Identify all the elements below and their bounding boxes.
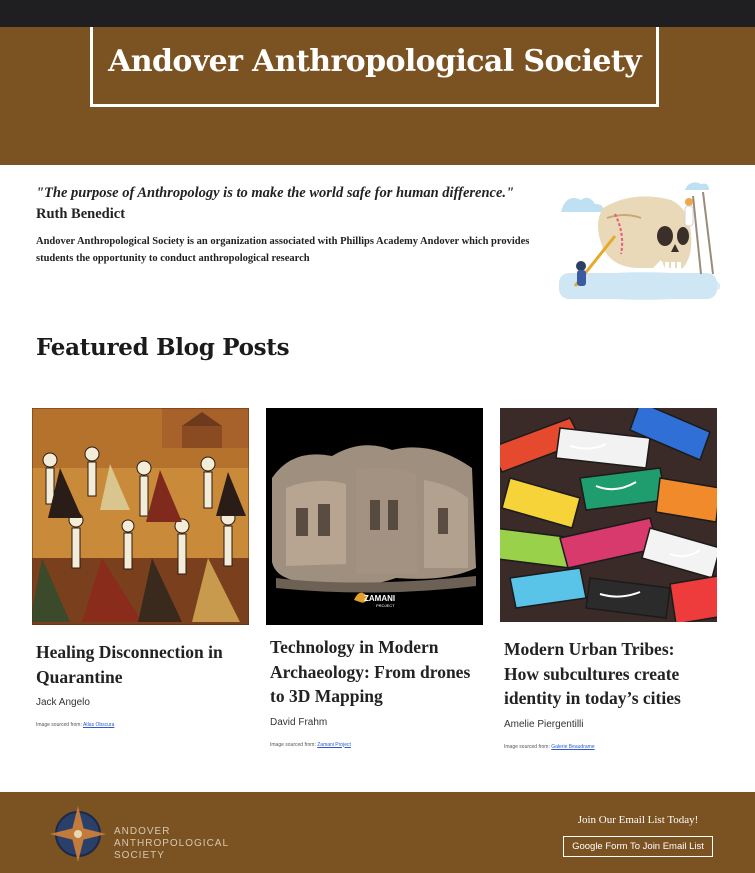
top-bar	[0, 0, 755, 27]
blog-card-3[interactable]	[500, 408, 717, 750]
zamani-overlay-sub: PROJECT	[376, 603, 395, 608]
logo-text	[114, 826, 229, 862]
sneaker-pile-photo[interactable]	[500, 408, 717, 622]
credit-link[interactable]: Atlas Obscura	[82, 722, 115, 728]
credit-link[interactable]: Zamani Project	[317, 741, 351, 748]
join-email-text: Join Our Email List Today!	[577, 814, 699, 826]
site-footer	[0, 792, 755, 873]
join-email-button[interactable]: Google Form To Join Email List	[563, 836, 713, 857]
intro-section	[36, 185, 531, 267]
danse-macabre-painting[interactable]	[32, 408, 249, 625]
post-title[interactable]: Healing Disconnection in Quarantine	[36, 642, 223, 687]
image-credit	[500, 744, 717, 750]
petra-3d-scan[interactable]	[266, 408, 483, 625]
blog-card-1[interactable]	[32, 408, 249, 728]
image-credit	[266, 742, 483, 748]
post-author: Jack Angelo	[36, 697, 90, 708]
credit-prefix: Image sourced from:	[36, 722, 83, 728]
logo-line-1: ANDOVER	[114, 826, 171, 837]
compass-rose-icon	[48, 804, 108, 864]
image-credit	[32, 722, 249, 728]
intro-description: Andover Anthropological Society is an organization associated with Phillips Academy Andover which provides students the opportunity to conduct anthropological research	[36, 236, 530, 264]
post-title[interactable]: Technology in Modern Archaeology: From drones to 3D Mapping	[270, 637, 471, 706]
blog-card-2[interactable]	[266, 408, 483, 748]
site-header	[0, 27, 755, 165]
post-title[interactable]: Modern Urban Tribes: How subcultures create identity in today’s cities	[504, 639, 681, 708]
zamani-overlay: ZAMANI	[364, 594, 396, 603]
quote-author: Ruth Benedict	[36, 206, 126, 222]
intro-quote: "The purpose of Anthropology is to make the world safe for human difference."	[36, 185, 515, 201]
footer-logo[interactable]	[48, 804, 238, 864]
credit-link[interactable]: Galerie Beaudrame	[551, 743, 595, 750]
post-author: David Frahm	[270, 716, 328, 728]
credit-prefix: Image sourced from:	[504, 743, 552, 750]
logo-line-2: ANTHROPOLOGICAL	[114, 838, 230, 849]
logo-line-3: SOCIETY	[114, 850, 165, 861]
title-frame	[90, 27, 659, 107]
skull-research-illustration	[555, 178, 720, 303]
featured-heading: Featured Blog Posts	[36, 334, 290, 361]
site-title[interactable]: Andover Anthropological Society	[108, 44, 641, 79]
post-author: Amelie Piergentilli	[504, 718, 584, 730]
credit-prefix: Image sourced from:	[270, 741, 318, 748]
